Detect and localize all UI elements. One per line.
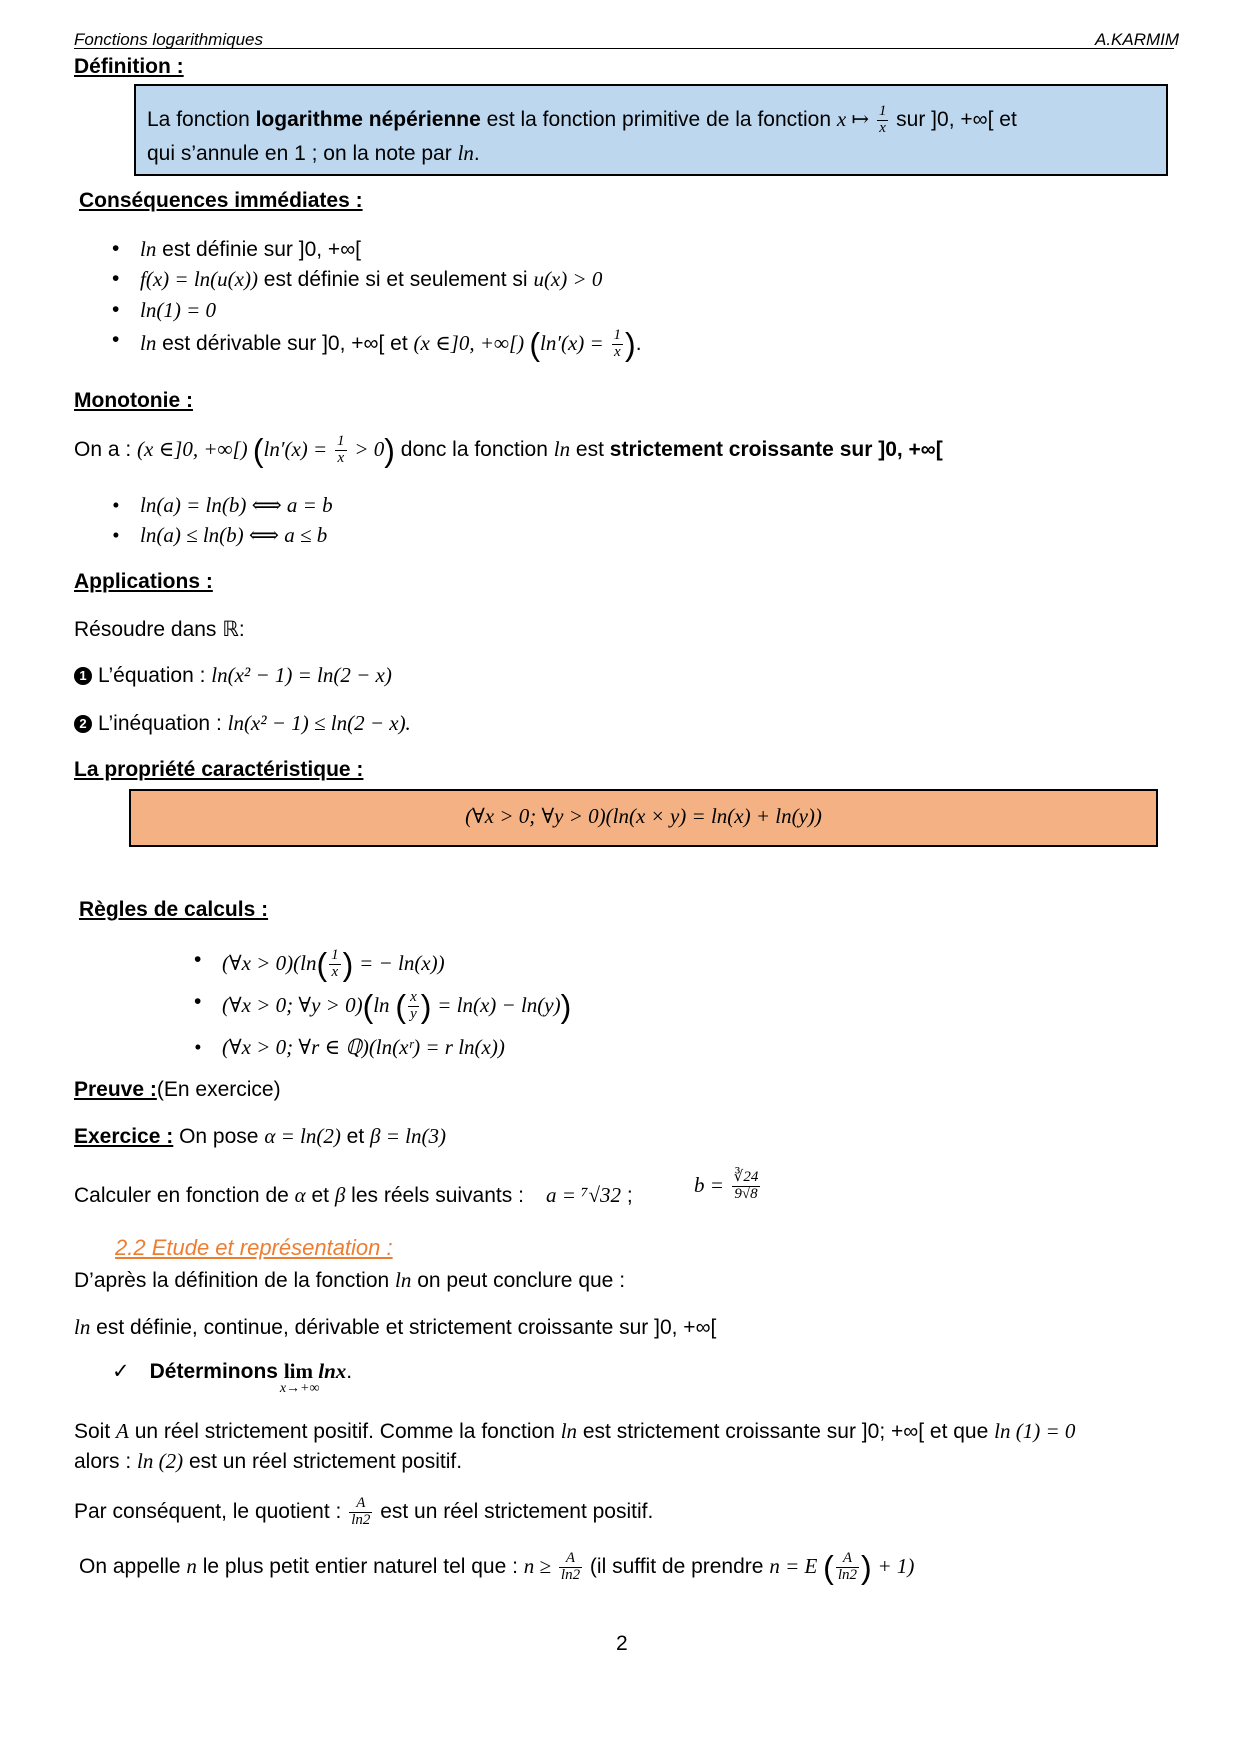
mono-text-c: est — [570, 437, 610, 461]
section-paragraph-3 — [74, 1419, 1075, 1444]
section-title: 2.2 Etude et représentation : — [115, 1235, 393, 1260]
mono-math3: > 0 — [354, 436, 385, 461]
cons1-text: est définie sur ]0, +∞[ — [156, 238, 362, 261]
cons4-frac-num: 1 — [613, 327, 622, 343]
header-left: Fonctions logarithmiques — [74, 30, 263, 49]
exercice-line — [74, 1124, 446, 1149]
consequence-item-3 — [140, 298, 216, 323]
section-paragraph-5 — [74, 1496, 653, 1529]
application-inequation — [74, 711, 411, 736]
lim-subscript: x→+∞ — [279, 1381, 320, 1396]
cons4-math2: (x ∈]0, +∞[) — [413, 330, 530, 355]
mono-fraction — [335, 434, 347, 467]
exercice-title: Exercice : — [74, 1125, 174, 1148]
lim-end: . — [346, 1360, 353, 1383]
p3-text-c: est strictement croissante sur ]0; +∞[ et que — [577, 1420, 995, 1443]
def-fraction — [877, 104, 889, 137]
monotonie-line — [74, 434, 943, 467]
p3-math: ln (1) = 0 — [994, 1419, 1076, 1443]
p6-frac2-den: ln2 — [837, 1566, 857, 1583]
cons4-paren-close: ) — [625, 326, 636, 363]
regle-item-2 — [222, 990, 571, 1023]
r1-frac-den: x — [331, 963, 339, 980]
r2-paren-close: ) — [560, 988, 572, 1025]
p6-n: n — [186, 1553, 197, 1578]
checkmark-icon: ✓ — [112, 1360, 130, 1383]
eq-math: ln(x² − 1) = ln(2 − x) — [211, 663, 392, 687]
cons2-math1: f(x) = ln(u(x)) — [140, 267, 258, 291]
application-equation — [74, 663, 392, 688]
p6-frac-den: ln2 — [560, 1566, 581, 1583]
p5-text-a: Par conséquent, le quotient : — [74, 1499, 348, 1523]
b-frac-den: 9√8 — [734, 1185, 758, 1202]
calc-text-a: Calculer en fonction de — [74, 1184, 295, 1207]
p5-frac-den: ln2 — [351, 1511, 371, 1528]
r2-fraction — [408, 990, 419, 1023]
p3-ln: ln — [560, 1419, 578, 1443]
p6-text-b: le plus petit entier naturel tel que : — [196, 1554, 524, 1578]
section-paragraph-1 — [74, 1268, 625, 1293]
propriete-title: La propriété caractéristique : — [74, 758, 364, 781]
regle-item-3: • (∀x > 0; ∀r ∈ ℚ)(ln(xʳ) = r ln(x)) — [222, 1035, 505, 1060]
mono-math2: ln′(x) = — [263, 436, 328, 461]
cons4-math: ln — [140, 330, 157, 355]
mono-text-a: On a : — [74, 437, 138, 461]
definition-title: Définition : — [74, 55, 184, 78]
mono-text-bold: strictement croissante sur ]0, +∞[ — [609, 437, 943, 461]
r1-math-b: = − ln(x)) — [359, 950, 445, 975]
r2-math-b: ln — [373, 992, 390, 1017]
def-text-a: La fonction — [147, 107, 256, 131]
p1-text-b: on peut conclure que : — [411, 1269, 626, 1292]
definition-line-1 — [147, 104, 1017, 137]
exercice-b-expr — [694, 1170, 762, 1203]
consequences-title: Conséquences immédiates : — [79, 189, 363, 212]
preuve-title: Preuve : — [74, 1078, 157, 1101]
def-line2-text: qui s’annule en 1 ; on la note par — [147, 142, 458, 165]
regles-title: Règles de calculs : — [79, 898, 269, 921]
cons1-math: ln — [140, 237, 157, 261]
r2-inner-close: ) — [420, 988, 432, 1025]
applications-intro: Résoudre dans ℝ: — [74, 618, 245, 641]
lim-word: lim — [283, 1359, 313, 1383]
propriete-formula: (∀x > 0; ∀y > 0)(ln(x × y) = ln(x) + ln(y)) — [465, 804, 822, 828]
r2-paren-open: ( — [362, 988, 374, 1025]
calc-alpha: α — [294, 1183, 306, 1207]
calc-text-b: et — [305, 1184, 335, 1207]
mono-math1: (x ∈]0, +∞[) — [137, 436, 253, 461]
a-separator: ; — [621, 1184, 633, 1207]
p5-frac-num: A — [349, 1496, 372, 1513]
p2-math: ln — [74, 1315, 91, 1339]
r2-frac-num: x — [410, 989, 417, 1005]
mono-frac-den: x — [337, 449, 345, 466]
r2-frac-den: y — [410, 1005, 417, 1022]
det-label: Déterminons — [149, 1360, 284, 1383]
p4-text-a: alors : — [74, 1450, 138, 1473]
calc-beta: β — [334, 1183, 346, 1207]
p5-text-b: est un réel strictement positif. — [374, 1499, 654, 1523]
def-text-bold: logarithme népérienne — [255, 107, 481, 131]
def-line2-end: . — [473, 142, 480, 165]
b-lhs: b = — [694, 1172, 724, 1197]
r2-math-a: (∀x > 0; ∀y > 0) — [222, 992, 363, 1017]
lim-block — [279, 1359, 320, 1396]
r2-inner-open: ( — [395, 988, 407, 1025]
p4-text-b: est un réel strictement positif. — [183, 1450, 463, 1473]
number-circle-2: 2 — [74, 715, 92, 733]
ineq-math: ln(x² − 1) ≤ ln(2 − x). — [227, 711, 411, 735]
applications-title: Applications : — [74, 570, 213, 593]
p1-text-a: D’après la définition de la fonction — [74, 1269, 396, 1292]
p3-A: A — [116, 1419, 129, 1443]
r1-math-a: (∀x > 0)(ln — [222, 950, 317, 975]
number-circle-1: 1 — [74, 667, 92, 685]
p6-math2: n = E — [769, 1553, 818, 1578]
eq-label: L’équation : — [98, 664, 212, 687]
lim-expression: lnx — [312, 1359, 347, 1383]
mono-math4: ln — [553, 436, 571, 461]
ex-alpha: α = ln(2) — [264, 1124, 341, 1148]
p6-paren-close: ) — [860, 1549, 872, 1586]
r1-paren-close: ) — [342, 946, 354, 983]
b-fraction — [732, 1170, 761, 1203]
mono-paren-open: ( — [252, 432, 264, 469]
mono-paren-close: ) — [384, 432, 395, 469]
ineq-label: L’inéquation : — [98, 712, 228, 735]
cons4-fraction — [612, 328, 624, 361]
ex-text-a: On pose — [173, 1125, 265, 1148]
def-frac-den: x — [879, 119, 886, 136]
p1-math: ln — [395, 1268, 412, 1292]
p6-fraction — [559, 1551, 582, 1584]
consequence-item-2 — [140, 267, 602, 292]
cons4-math3: ln′(x) = — [540, 330, 604, 355]
cons2-math2: u(x) > 0 — [533, 267, 603, 291]
cons3-math: ln(1) = 0 — [140, 298, 216, 322]
calc-text-c: les réels suivants : — [345, 1184, 524, 1207]
consequence-item-4 — [140, 328, 642, 361]
p3-text-a: Soit — [74, 1420, 117, 1443]
p6-text-c: (il suffit de prendre — [584, 1554, 770, 1578]
definition-line-2 — [147, 141, 480, 166]
cons2-text: est définie si et seulement si — [257, 268, 534, 291]
mono-text-b: donc la fonction — [394, 437, 554, 461]
p6-math: n ≥ — [523, 1553, 552, 1578]
p6-frac2-num: A — [836, 1551, 859, 1568]
header-rule — [74, 48, 1174, 49]
exercice-a-expr — [546, 1183, 633, 1208]
preuve-text: (En exercice) — [156, 1078, 281, 1101]
p3-text-b: un réel strictement positif. Comme la fonction — [128, 1420, 561, 1443]
page-number: 2 — [616, 1632, 628, 1655]
regle-item-1 — [222, 948, 445, 981]
determinons-line — [112, 1359, 353, 1396]
section-paragraph-6 — [79, 1551, 914, 1584]
section-paragraph-2 — [74, 1315, 716, 1340]
cons4-frac-den: x — [613, 343, 621, 360]
def-line2-math: ln — [457, 141, 474, 165]
r1-frac-num: 1 — [331, 947, 339, 963]
section-paragraph-4 — [74, 1449, 462, 1474]
a-expression: a = ⁷√32 — [546, 1183, 621, 1207]
def-frac-num: 1 — [878, 103, 887, 119]
def-math: x ↦ — [836, 106, 869, 131]
monotonie-item-2: • ln(a) ≤ ln(b) ⟺ a ≤ b — [140, 523, 327, 548]
p4-math: ln (2) — [137, 1449, 184, 1473]
monotonie-item-1: • ln(a) = ln(b) ⟺ a = b — [140, 493, 333, 518]
preuve-line — [74, 1078, 281, 1102]
p6-paren-open: ( — [823, 1549, 834, 1586]
cons4-paren-open: ( — [529, 326, 541, 363]
ex-beta: β = ln(3) — [370, 1124, 446, 1148]
def-text-d: sur ]0, +∞[ et — [890, 107, 1017, 131]
r2-math-c: = ln(x) − ln(y) — [437, 992, 561, 1017]
p6-frac-num: A — [559, 1551, 582, 1568]
header-right: A.KARMIM — [1095, 30, 1180, 49]
cons4-end: . — [635, 331, 642, 355]
p5-fraction — [349, 1496, 372, 1529]
def-text-c: est la fonction primitive de la fonction — [480, 107, 837, 131]
p6-fraction-2 — [836, 1551, 859, 1584]
monotonie-title: Monotonie : — [74, 389, 193, 412]
ex-text-b: et — [340, 1125, 371, 1148]
p6-end: + 1) — [877, 1553, 915, 1578]
p2-text: est définie, continue, dérivable et strictement croissante sur ]0, +∞[ — [90, 1316, 717, 1339]
r1-paren-open: ( — [316, 946, 328, 983]
consequence-item-1 — [140, 237, 361, 262]
cons4-text: est dérivable sur ]0, +∞[ et — [156, 331, 414, 355]
b-frac-num: ∛24 — [733, 1169, 759, 1185]
exercice-calc-line — [74, 1183, 524, 1208]
r1-fraction — [329, 948, 341, 981]
mono-frac-num: 1 — [337, 433, 345, 449]
p6-text-a: On appelle — [79, 1554, 187, 1578]
